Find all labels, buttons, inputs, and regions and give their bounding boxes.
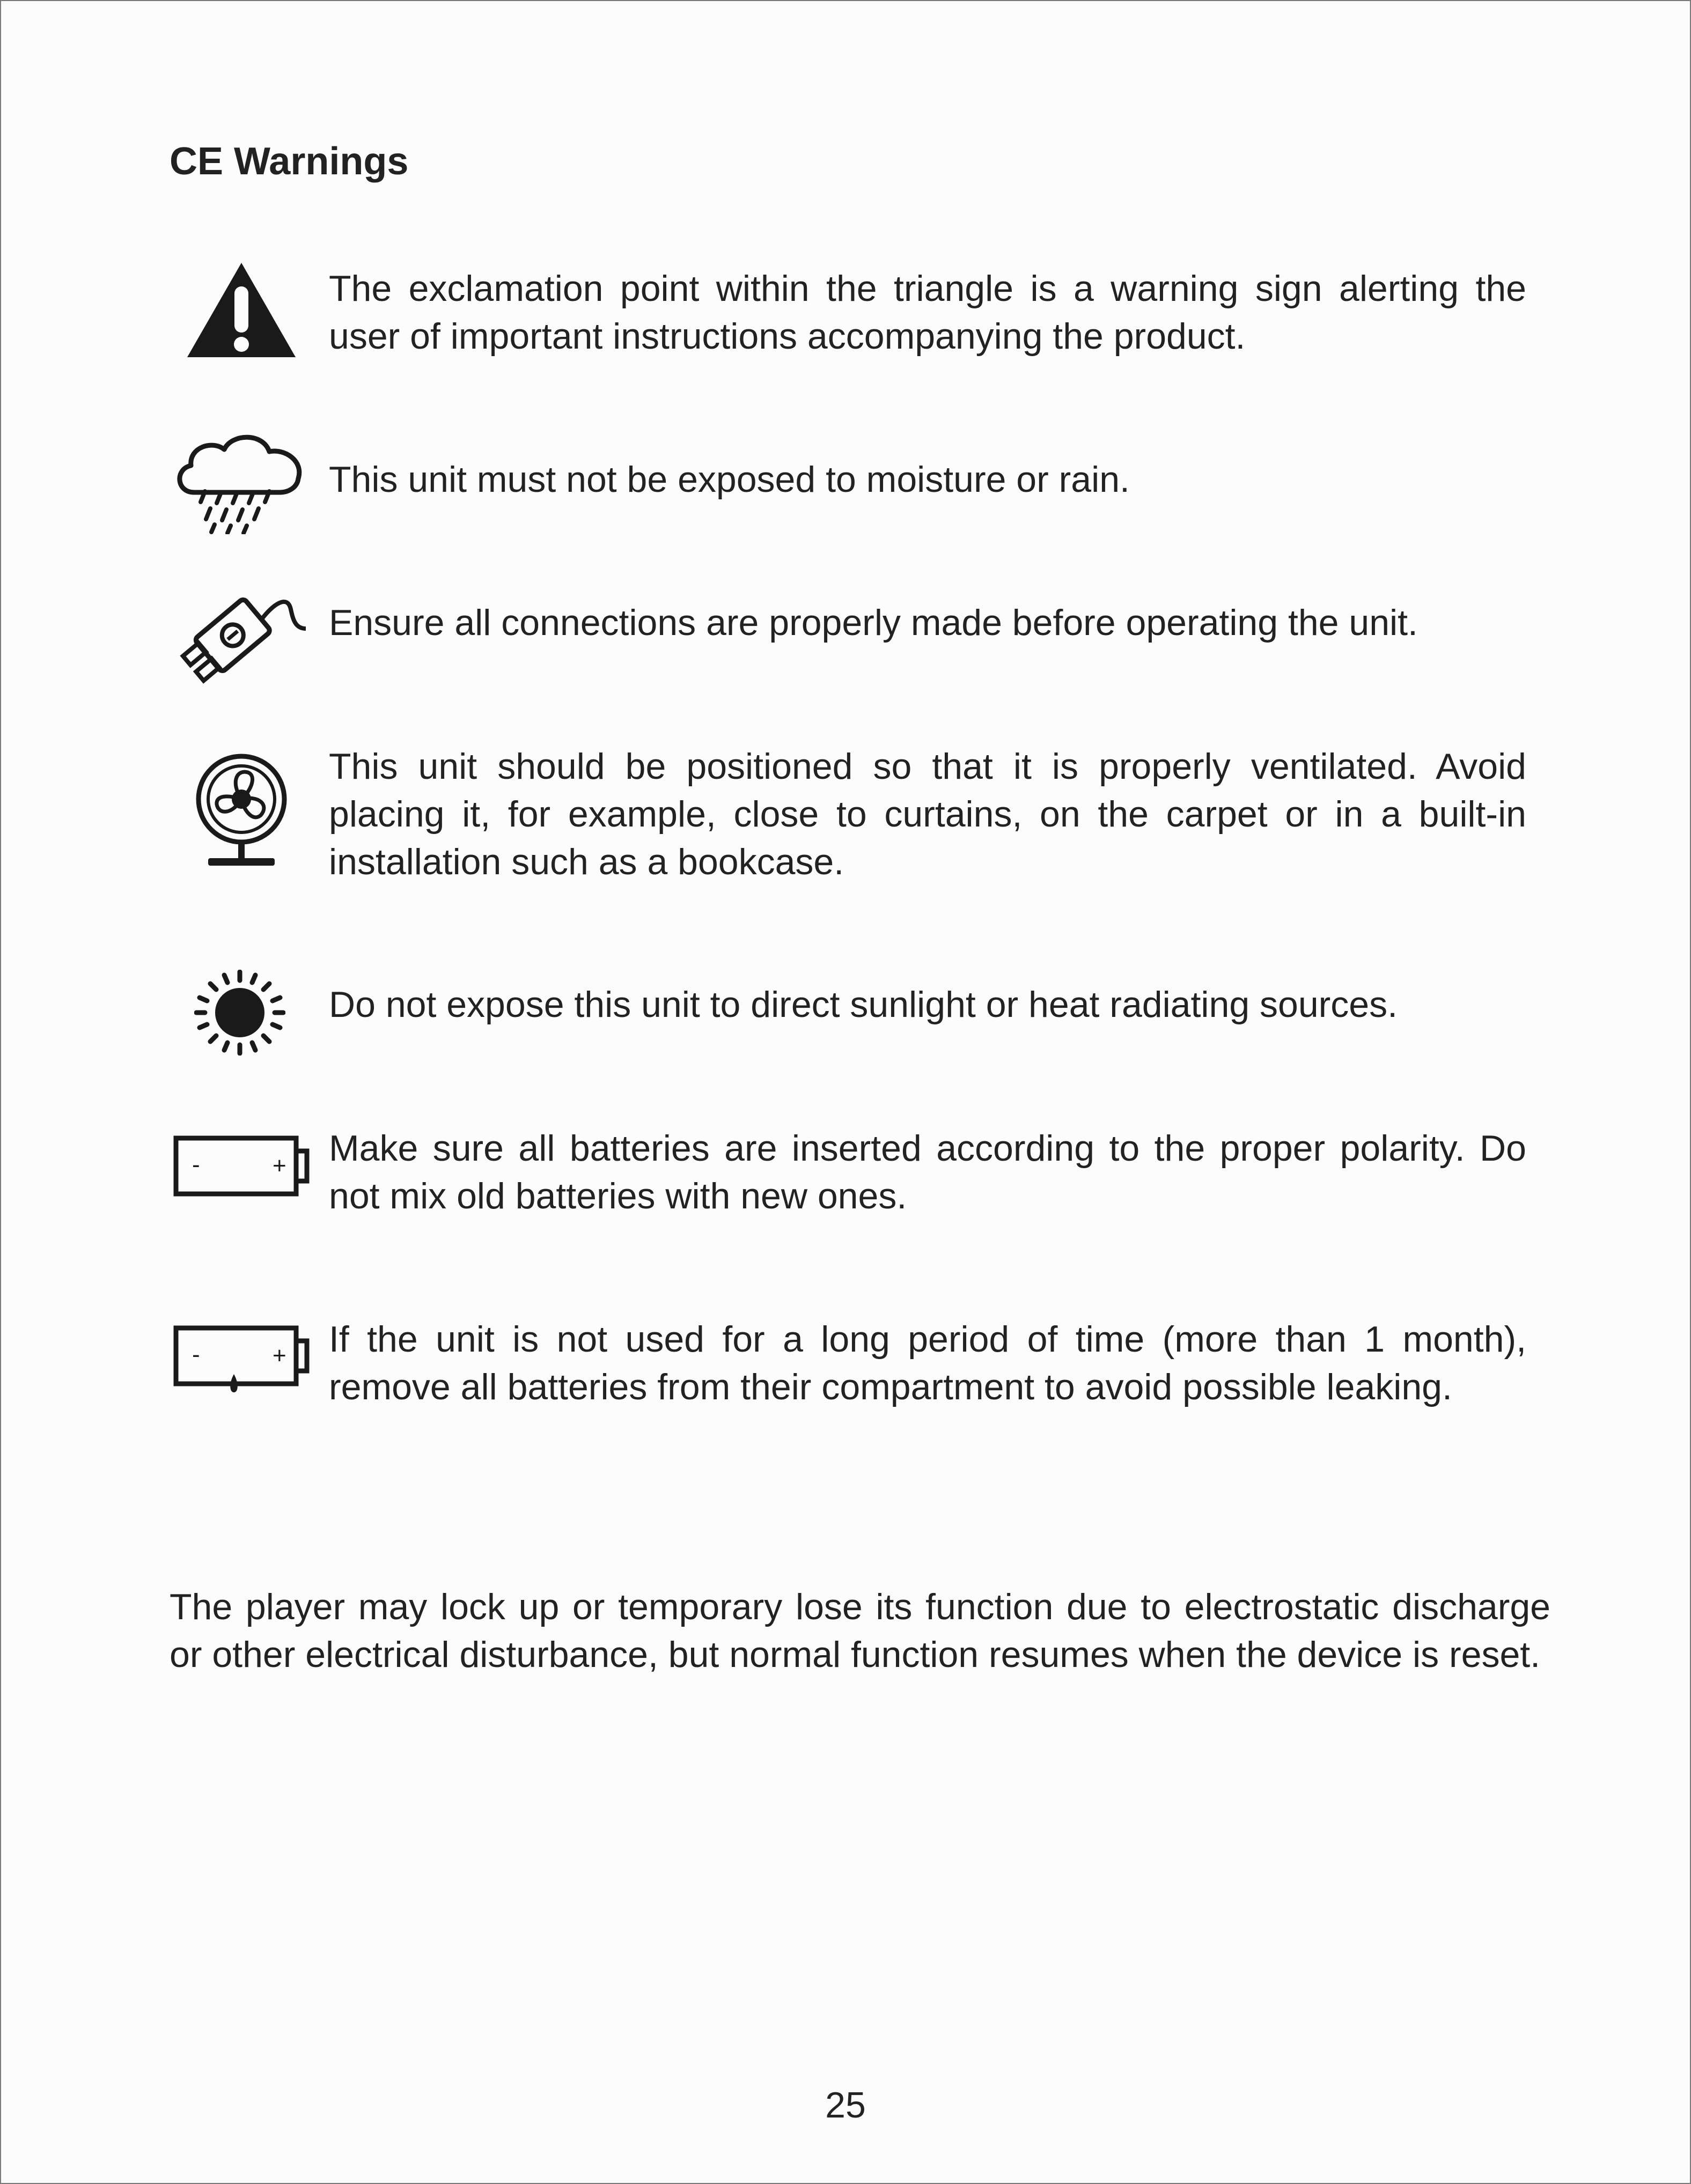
power-plug-icon	[172, 588, 306, 684]
battery-polarity-icon	[173, 1135, 312, 1199]
battery-minus-label: -	[192, 1341, 200, 1368]
page-title: CE Warnings	[170, 140, 409, 183]
battery-plus-label: +	[273, 1342, 286, 1369]
warning-text-sun: Do not expose this unit to direct sunlight or heat radiating sources.	[329, 984, 1398, 1025]
battery-leak-icon	[173, 1325, 312, 1394]
page-number: 25	[825, 2085, 866, 2126]
warning-text-plug: Ensure all connections are properly made before operating the unit.	[329, 602, 1418, 643]
battery-plus-label: +	[273, 1153, 286, 1179]
closing-paragraph: The player may lock up or temporary lose its function due to electrostatic discharge or other electrical disturbance, but normal function resumes when the device is reset.	[170, 1587, 1550, 1675]
warning-text-rain: This unit must not be exposed to moisture or rain.	[329, 459, 1130, 500]
leak-drop-icon	[230, 1374, 238, 1392]
warning-text-triangle: The exclamation point within the triangle is a warning sign alerting the user of important instructions accompanying the product.	[329, 268, 1526, 357]
warning-triangle-icon	[185, 261, 298, 359]
warning-text-fan: This unit should be positioned so that it is properly ventilated. Avoid placing it, for example, close to curtains, on the carpet or in a built-in installation such as a bookcase.	[329, 746, 1526, 882]
battery-minus-label: -	[192, 1152, 200, 1178]
warning-text-battery-polarity: Make sure all batteries are inserted according to the proper polarity. Do not mix old batteries with new ones.	[329, 1128, 1526, 1216]
rain-cloud-icon	[173, 427, 310, 534]
fan-icon	[193, 751, 290, 869]
sun-icon	[194, 970, 285, 1056]
warning-text-battery-leak: If the unit is not used for a long period of time (more than 1 month), remove all batteries from their compartment to avoid possible leaking.	[329, 1319, 1526, 1407]
